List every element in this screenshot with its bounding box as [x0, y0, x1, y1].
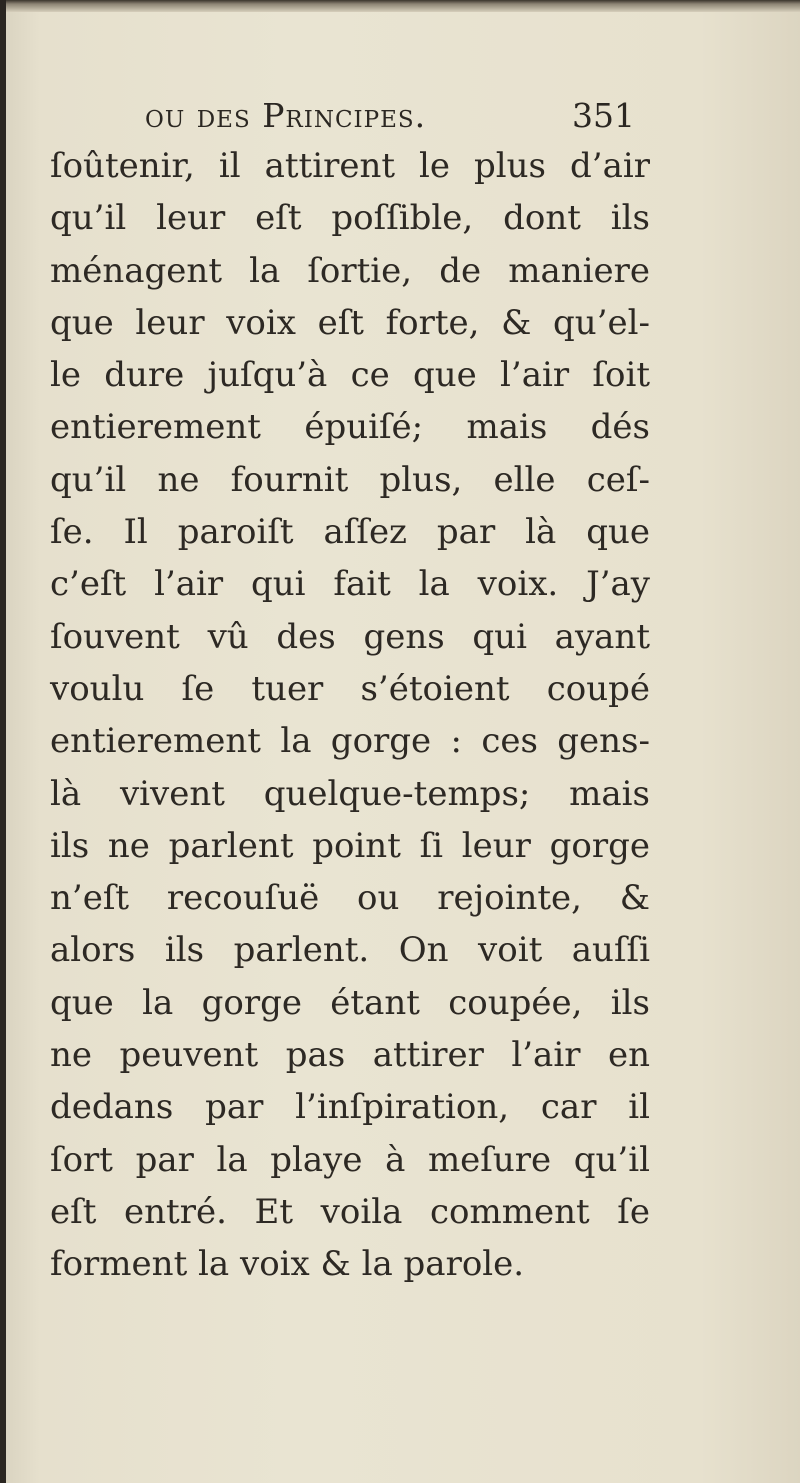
text-line: alors ils parlent. On voit auſſi: [50, 930, 650, 971]
text-line: ne peuvent pas attirer l’air en: [50, 1035, 650, 1076]
text-line: ſouvent vû des gens qui ayant: [50, 616, 650, 657]
body-text: [50, 140, 650, 1291]
text-line: là vivent quelque-temps; mais: [50, 773, 650, 814]
text-line: qu’il ne fournit plus, elle ceſ-: [50, 459, 650, 500]
text-line: ils ne parlent point ſi leur gorge: [50, 825, 650, 866]
text-line: voulu ſe tuer s’étoient coupé: [50, 668, 650, 709]
text-line: qu’il leur eſt poſſible, dont ils: [50, 198, 650, 239]
page-binding-edge: [0, 0, 6, 1483]
text-line: ſort par la playe à meſure qu’il: [50, 1139, 650, 1180]
text-line: entierement épuiſé; mais dés: [50, 407, 650, 448]
page-top-edge: [0, 0, 800, 12]
text-line: eſt entré. Et voila comment ſe: [50, 1191, 650, 1232]
text-line: ménagent la ſortie, de maniere: [50, 250, 650, 291]
text-line: que la gorge étant coupée, ils: [50, 982, 650, 1023]
running-head-title: ou des Principes.: [145, 96, 427, 135]
page-number: 351: [572, 96, 635, 135]
text-line: ſe. Il paroiſt aſſez par là que: [50, 512, 650, 553]
text-line: le dure juſqu’à ce que l’air ſoit: [50, 355, 650, 396]
text-line: que leur voix eſt forte, & qu’el-: [50, 302, 650, 343]
running-head: [145, 96, 635, 146]
text-line: n’eſt recouſuë ou rejointe, &: [50, 878, 650, 919]
text-line: dedans par l’inſpiration, car il: [50, 1087, 650, 1128]
text-line: entierement la gorge : ces gens-: [50, 721, 650, 762]
text-line: c’eſt l’air qui fait la voix. J’ay: [50, 564, 650, 605]
text-line-last: forment la voix & la parole.: [50, 1244, 525, 1285]
text-line: ſoûtenir, il attirent le plus d’air: [50, 146, 650, 186]
